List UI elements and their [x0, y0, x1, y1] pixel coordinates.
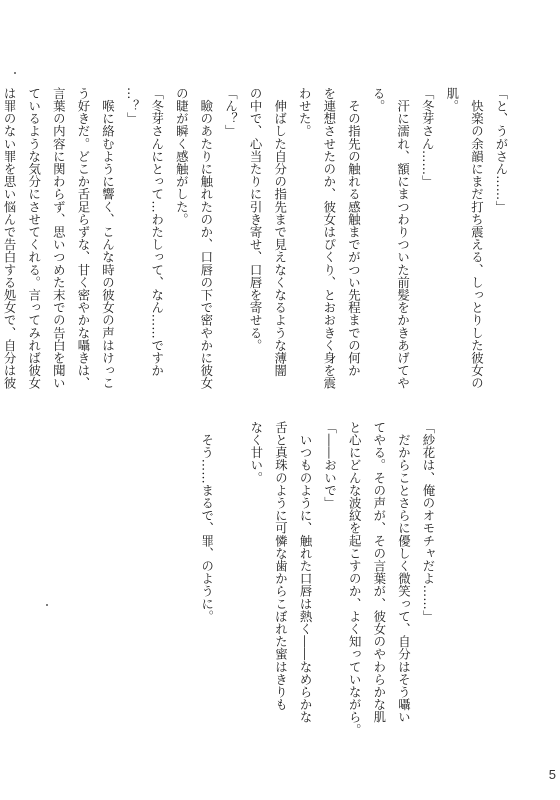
text-column: 舌と真珠のように可憐な歯からこぼれた蜜はきりも — [273, 421, 289, 711]
upper-text-block — [0, 87, 513, 415]
text-column: ているような気分にさせてくれる。言ってみれば彼女 — [26, 87, 42, 390]
lower-text-block — [194, 421, 440, 755]
text-column: る。 — [371, 87, 387, 113]
text-column: …？」 — [125, 87, 141, 125]
text-column: 「紗花は、俺のオモチャだよ……」 — [421, 421, 436, 623]
text-column: 「冬芽さん……」 — [420, 87, 436, 188]
text-column: 肌。 — [444, 87, 460, 113]
scan-speck — [14, 72, 16, 74]
page-number: 5 — [548, 767, 556, 782]
text-column: 「冬芽さんにとって…わたしって、なん……ですか — [149, 87, 165, 377]
text-column: なく甘い。 — [248, 421, 264, 484]
text-column: う好きだ。どこか舌足らずな、甘く密やかな囁きは、 — [75, 87, 91, 390]
text-column: 汗に濡れ、額にまつわりついた前髪をかきあげてや — [395, 87, 411, 390]
text-column: 言葉の内容に関わらず、思いつめた末での告白を聞い — [51, 87, 67, 390]
text-column: 快楽の余韻にまだ打ち震える、しっとりした彼女の — [469, 87, 485, 390]
text-column: 「――おいで」 — [322, 421, 338, 510]
text-column: わせた。 — [297, 87, 313, 138]
text-column: いつものように、触れた口唇は熱く――なめらかな — [298, 421, 314, 724]
text-column: だからことさらに優しく微笑って、自分はそう囁い — [396, 421, 412, 724]
text-column — [219, 421, 244, 755]
text-column: そう……まるで、罪、のように。 — [199, 421, 215, 623]
text-column: その指先の触れる感触までがつい先程までの何か — [346, 87, 362, 377]
scan-speck — [46, 604, 48, 606]
text-column: てやる。その声が、その言葉が、彼女のやわらかな肌 — [371, 421, 387, 724]
text-column: の中で、心当たりに引き寄せ、口唇を寄せる。 — [248, 87, 264, 352]
text-column: は罪のない罪を思い悩んで告白する処女で、自分は彼 — [2, 87, 18, 390]
text-column: 「ん？」 — [223, 87, 239, 138]
text-column: の睫が瞬く感触がした。 — [174, 87, 190, 226]
text-column: 伸ばした自分の指先まで見えなくなるような薄闇 — [272, 87, 288, 377]
text-column: を連想させたのか、彼女はぴくり、とおおきく身を震 — [321, 87, 337, 390]
text-column: 喉に絡むように響く、こんな時の彼女の声はけっこ — [100, 87, 116, 390]
text-column: 瞼のあたりに触れたのか、口唇の下で密やかに彼女 — [198, 87, 214, 390]
text-column: と心にどんな波紋を起こすのか、よく知っていながら。 — [347, 421, 363, 736]
text-column: 「と、うがさん……」 — [494, 87, 509, 213]
